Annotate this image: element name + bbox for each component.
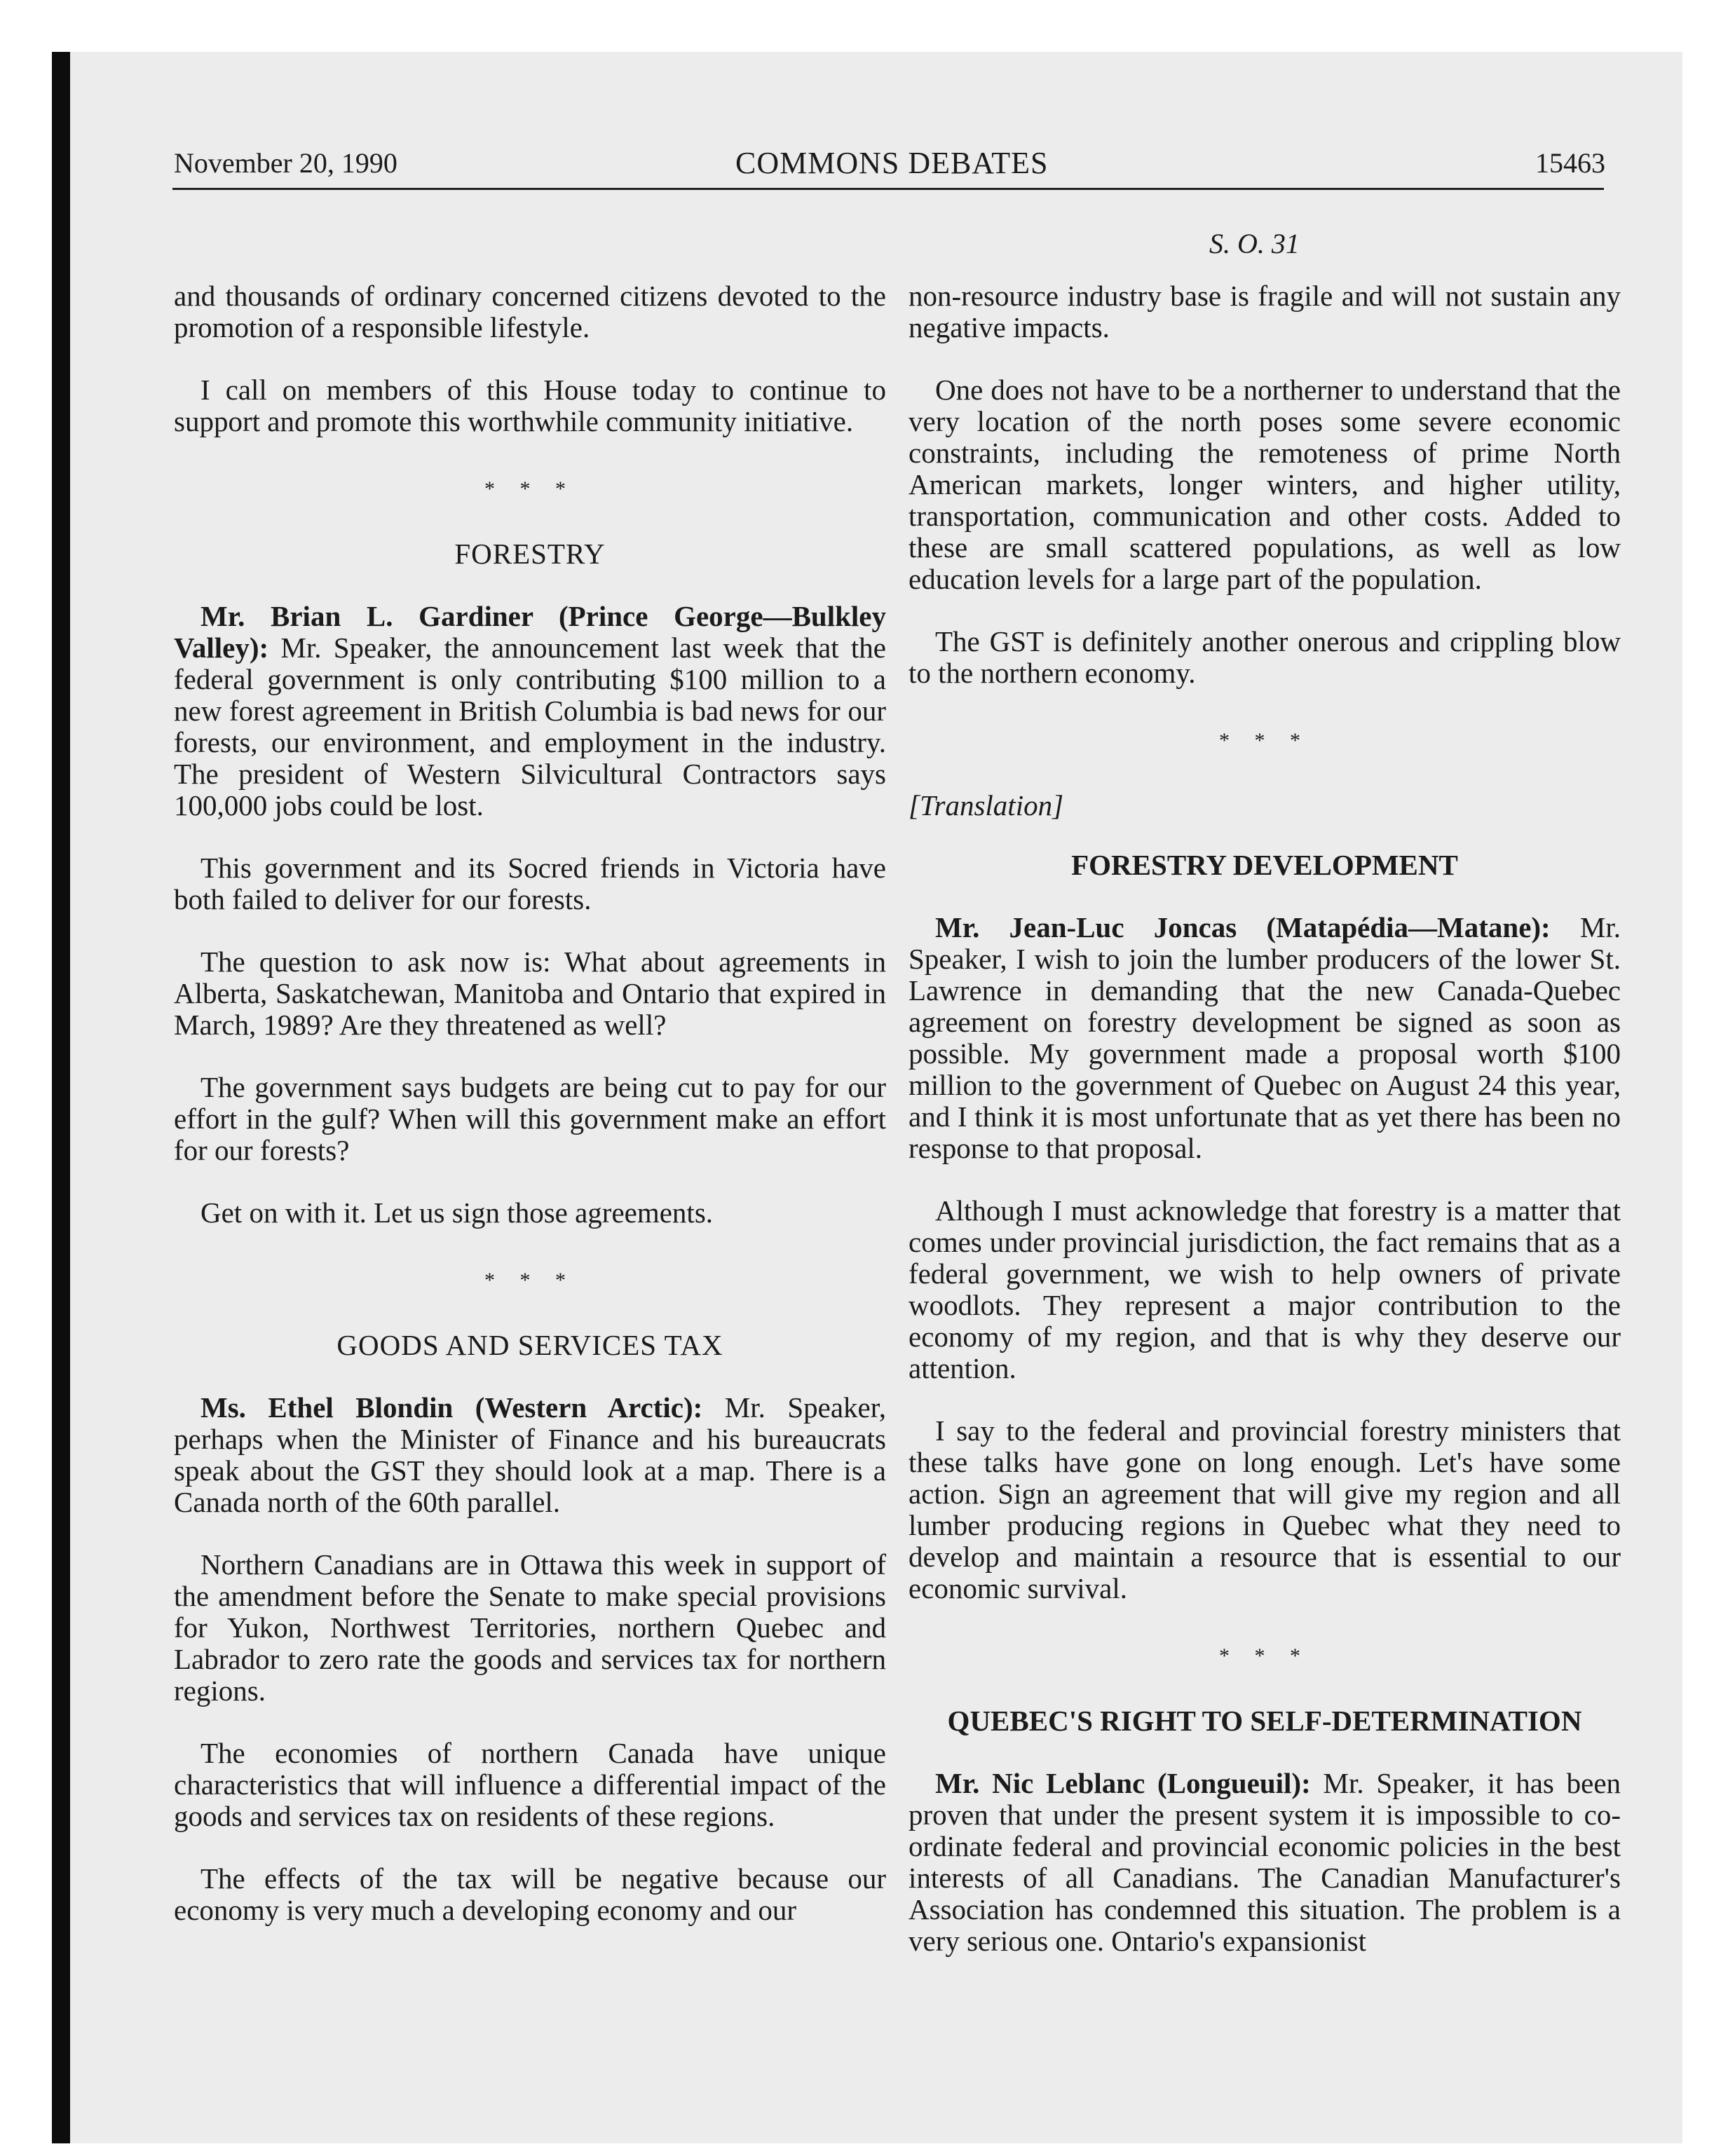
section-heading-forestry-development: FORESTRY DEVELOPMENT — [1071, 849, 1458, 881]
speech-text: Mr. Speaker, I wish to join the lumber producers of the lower St. Lawrence in demanding that the new Canada-Quebec agreement on forestry development be signed as soon as possible. My government made a proposal worth $100 million to the government of Quebec on August 24 this year, and I think it is most unfortunate that as yet there has been no response to that proposal. — [909, 911, 1621, 1164]
paragraph: I say to the federal and provincial forestry ministers that these talks have gone on long enough. Let's have some action. Sign an agreement that will give my region and all lumber producing regions in Quebec what they need to develop and maintain a resource that is essential to our economic survival. — [909, 1414, 1621, 1604]
section-heading-gst: GOODS AND SERVICES TAX — [336, 1329, 723, 1361]
speech-text: Mr. Speaker, it has been proven that under the present system it is impossible to co-ordinate federal and provincial economic policies in the best interests of all Canadians. The Canadian Manufacturer's Association has condemned this situation. The problem is a very serious one. Ontario's expansionist — [909, 1767, 1621, 1957]
speech-text: Mr. Speaker, perhaps when the Minister of Finance and his bureaucrats speak about the GST they should look at a map. There is a Canada north of the 60th parallel. — [174, 1391, 886, 1518]
speech-paragraph — [174, 1392, 886, 1518]
section-separator: * * * — [1219, 1644, 1310, 1667]
right-column — [909, 280, 1621, 1977]
paragraph: Northern Canadians are in Ottawa this week in support of the amendment before the Senate to make special provisions for Yukon, Northwest Territories, northern Quebec and Labrador to zero rate the goods and services tax for northern regions. — [174, 1548, 886, 1707]
paragraph: Although I must acknowledge that forestry is a matter that comes under provincial jurisdiction, the fact remains that as a federal government, we wish to help owners of private woodlots. They represent a major contribution to the economy of my region, and that is why they deserve our attention. — [909, 1194, 1621, 1384]
speech-paragraph — [174, 601, 886, 821]
publication-title: COMMONS DEBATES — [735, 146, 1049, 180]
speaker-name: Ms. Ethel Blondin (Western Arctic): — [200, 1391, 703, 1424]
paragraph: non-resource industry base is fragile and will not sustain any negative impacts. — [909, 280, 1621, 343]
paragraph: The government says budgets are being cut to pay for our effort in the gulf? When will this government make an effort for our forests? — [174, 1071, 886, 1166]
section-separator: * * * — [1219, 729, 1310, 752]
paragraph: The question to ask now is: What about agreements in Alberta, Saskatchewan, Manitoba and Ontario that expired in March, 1989? Are they threatened as well? — [174, 946, 886, 1041]
page-number: 15463 — [1535, 147, 1605, 179]
left-column — [174, 280, 886, 1977]
paragraph: and thousands of ordinary concerned citizens devoted to the promotion of a responsible lifestyle. — [174, 280, 886, 343]
section-separator: * * * — [484, 1269, 576, 1292]
paragraph: Get on with it. Let us sign those agreements. — [200, 1196, 714, 1229]
speech-text: Mr. Speaker, the announcement last week that the federal government is only contributing $100 million to a new forest agreement in British Columbia is bad news for our forests, our environment, and employment in the industry. The president of Western Silvicultural Contractors says 100,000 jobs could be lost. — [174, 632, 886, 821]
header-rule — [172, 188, 1604, 190]
paragraph: The effects of the tax will be negative because our economy is very much a developing economy and our — [174, 1862, 886, 1926]
section-heading-quebec: QUEBEC'S RIGHT TO SELF-DETERMINATION — [947, 1705, 1582, 1737]
section-heading-forestry: FORESTRY — [454, 538, 606, 570]
speaker-name: Mr. Nic Leblanc (Longueuil): — [935, 1767, 1311, 1799]
speaker-name: Mr. Jean-Luc Joncas (Matapédia—Matane): — [935, 911, 1551, 943]
speech-paragraph — [909, 1768, 1621, 1957]
paragraph: The economies of northern Canada have unique characteristics that will influence a differential impact of the goods and services tax on residents of these regions. — [174, 1737, 886, 1832]
section-separator: * * * — [484, 477, 576, 500]
translation-note: [Translation] — [909, 789, 1064, 821]
header-date: November 20, 1990 — [174, 147, 397, 179]
paragraph: This government and its Socred friends in Victoria have both failed to deliver for our forests. — [174, 852, 886, 915]
paragraph: One does not have to be a northerner to understand that the very location of the north poses some severe economic constraints, including the remoteness of prime North American markets, longer winters, and higher utility, transportation, communication and other costs. Added to these are small scattered populations, as well as low education levels for a large part of the population. — [909, 374, 1621, 595]
speaker-name: Mr. Brian L. Gardiner (Prince George—Bulkley Valley): — [174, 600, 886, 664]
speech-paragraph — [909, 912, 1621, 1164]
paragraph: The GST is definitely another onerous and crippling blow to the northern economy. — [909, 625, 1621, 689]
paragraph: I call on members of this House today to continue to support and promote this worthwhile community initiative. — [174, 374, 886, 437]
standing-order-label: S. O. 31 — [1209, 228, 1300, 259]
